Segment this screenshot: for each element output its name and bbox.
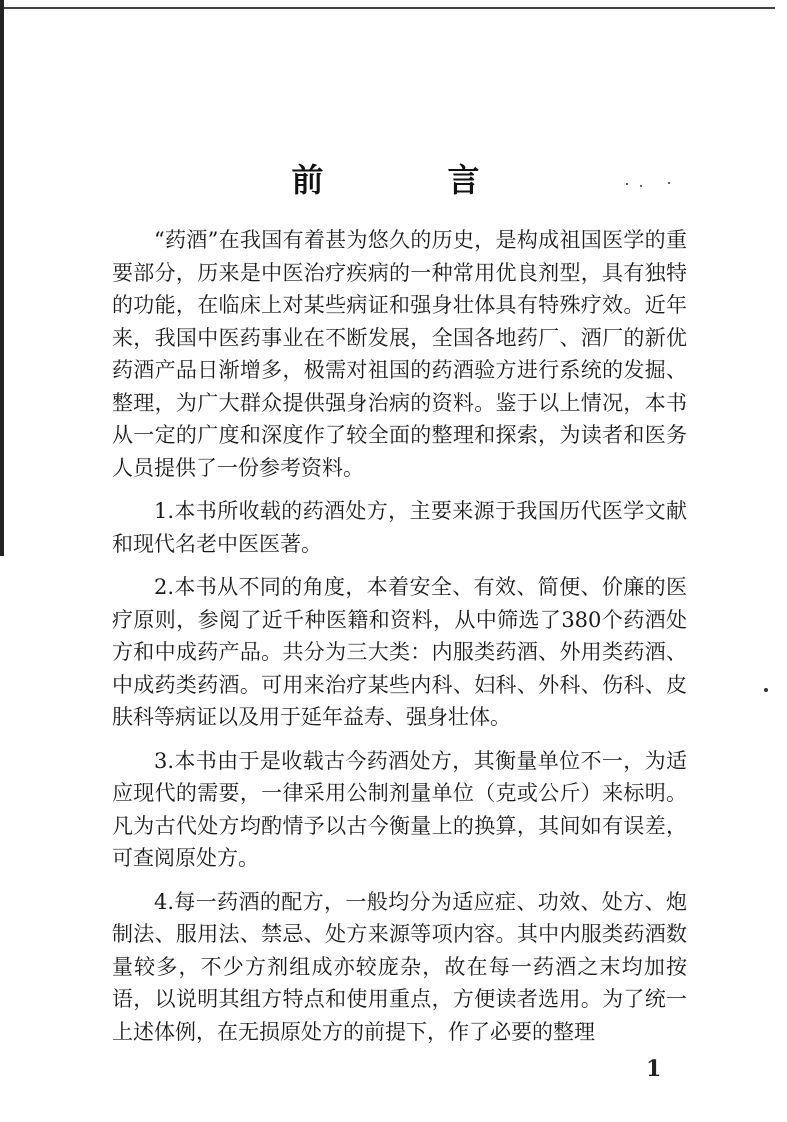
paragraph-item-2: 2.本书从不同的角度，本着安全、有效、简便、价廉的医疗原则，参阅了近千种医籍和资料，从中筛选了380个药酒处方和中成药产品。共分为三大类：内服类药酒、外用类药酒、中成药类药酒。可用来治疗某些内科、妇科、外科、伤科、皮肤科等病证以及用于延年益寿、强身壮体。 (112, 575, 687, 729)
paragraph-item-1: 1.本书所收载的药酒处方，主要来源于我国历代医学文献和现代名老中医医著。 (112, 499, 687, 556)
top-rule (0, 7, 775, 9)
page-number: 1 (646, 1056, 662, 1082)
page-title: 前 言 (291, 161, 526, 199)
scan-speck (626, 183, 628, 185)
paragraph-item-4: 4.每一药酒的配方，一般均分为适应症、功效、处方、炮制法、服用法、禁忌、处方来源等项内容。其中内服类药酒数量较多，不少方剂组成亦较庞杂，故在每一药酒之末均加按语，以说明其组方特点和使用重点，方便读者选用。为了统一上述体例，在无损原处方的前提下，作了必要的整理 (112, 889, 687, 1044)
paragraph-item-3: 3.本书由于是收载古今药酒处方，其衡量单位不一，为适应现代的需要，一律采用公制剂量单位（克或公斤）来标明。凡为古代处方均酌情予以古今衡量上的换算，其间如有误差，可查阅原处方。 (112, 748, 687, 870)
paragraph-intro: “药酒”在我国有着甚为悠久的历史，是构成祖国医学的重要部分，历来是中医治疗疾病的一种常用优良剂型，具有独特的功能，在临床上对某些病证和强身壮体具有特殊疗效。近年来，我国中医药事业在不断发展，全国各地药厂、酒厂的新优药酒产品日渐增多，极需对祖国的药酒验方进行系统的发掘、整理，为广大群众提供强身治病的资料。鉴于以上情况，本书从一定的广度和深度作了较全面的整理和探索，为读者和医务人员提供了一份参考资料。 (112, 228, 687, 480)
scan-speck (764, 688, 768, 692)
preface-body (112, 224, 687, 1059)
scan-speck (668, 182, 670, 184)
scan-edge-mark (0, 0, 4, 556)
scan-speck (640, 185, 642, 187)
